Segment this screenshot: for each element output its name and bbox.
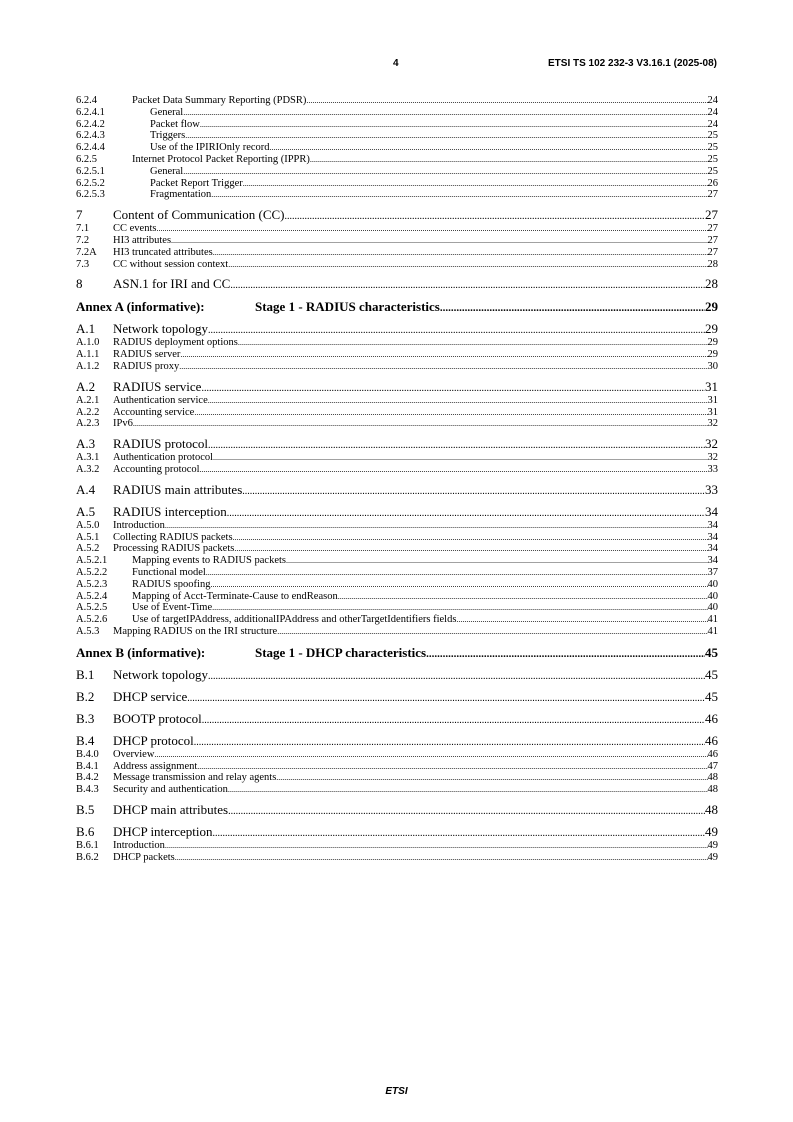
toc-entry-number: B.3	[76, 710, 95, 726]
toc-entry-page: 32	[705, 436, 718, 452]
toc-entry-number: A.5.0	[76, 519, 100, 531]
toc-entry-title: Use of the IPIRIOnly record	[150, 142, 270, 154]
toc-entry-title: Stage 1 - DHCP characteristics	[255, 644, 427, 660]
toc-entry-title: Processing RADIUS packets	[113, 543, 235, 555]
toc-entry[interactable]	[76, 602, 718, 614]
toc-entry-title: CC without session context	[113, 258, 229, 270]
toc-dot-leader	[200, 464, 708, 476]
toc-entry-page: 45	[705, 666, 718, 682]
toc-entry-title: Packet Data Summary Reporting (PDSR)	[132, 95, 307, 106]
toc-entry-number: B.4.2	[76, 772, 99, 784]
toc-dot-leader	[180, 349, 707, 361]
toc-entry-number: A.5.2	[76, 543, 100, 555]
toc-dot-leader	[187, 691, 705, 707]
toc-entry-page: 46	[705, 732, 718, 748]
toc-entry-number: 6.2.4.2	[76, 118, 105, 130]
toc-entry[interactable]	[76, 532, 718, 544]
toc-entry-page: 25	[707, 165, 718, 177]
toc-dot-leader	[234, 543, 707, 555]
toc-dot-leader	[456, 614, 707, 626]
toc-entry-title: IPv6	[113, 418, 133, 430]
toc-entry-title: Mapping RADIUS on the IRI structure	[113, 625, 278, 637]
toc-entry-title: Functional model	[132, 566, 206, 578]
toc-dot-leader	[208, 669, 705, 685]
toc-entry-title: DHCP packets	[113, 851, 175, 863]
toc-entry[interactable]	[76, 520, 718, 532]
toc-entry-page: 45	[705, 644, 718, 660]
toc-dot-leader	[426, 646, 705, 662]
toc-entry-page: 48	[707, 772, 718, 784]
toc-entry-title: RADIUS proxy	[113, 360, 180, 372]
toc-entry-number: A.5	[76, 503, 96, 519]
toc-entry-number: A.5.2.1	[76, 555, 108, 567]
toc-entry-number: B.6	[76, 823, 95, 839]
toc-entry-title: RADIUS deployment options	[113, 337, 238, 349]
toc-entry-title: Use of Event-Time	[132, 602, 213, 614]
table-of-contents	[76, 95, 718, 863]
toc-entry-page: 40	[707, 578, 718, 590]
toc-entry-page: 34	[707, 543, 718, 555]
toc-entry-title: Mapping of Acct-Terminate-Cause to endReason	[132, 590, 338, 602]
toc-entry[interactable]	[76, 733, 718, 749]
toc-entry-title: CC events	[113, 223, 157, 235]
toc-entry-page: 32	[707, 418, 718, 430]
toc-entry-title: Security and authentication	[113, 784, 228, 796]
toc-dot-leader	[183, 107, 707, 119]
toc-dot-leader	[233, 532, 708, 544]
toc-entry-title: General	[150, 106, 184, 118]
toc-entry-number: 6.2.4.4	[76, 142, 105, 154]
toc-entry-title: Collecting RADIUS packets	[113, 531, 233, 543]
toc-entry[interactable]	[76, 579, 718, 591]
toc-entry-number: A.5.3	[76, 625, 100, 637]
toc-entry-page: 49	[707, 851, 718, 863]
toc-entry[interactable]	[76, 379, 718, 395]
toc-entry-title: DHCP main attributes	[113, 801, 229, 817]
toc-entry-page: 25	[707, 130, 718, 142]
toc-entry-page: 33	[707, 463, 718, 475]
toc-dot-leader	[440, 300, 705, 316]
toc-dot-leader	[213, 452, 707, 464]
toc-entry-number: B.4.1	[76, 760, 99, 772]
toc-entry-title: Content of Communication (CC)	[113, 207, 285, 223]
toc-dot-leader	[286, 555, 708, 567]
toc-entry-page: 27	[705, 207, 718, 223]
toc-dot-leader	[238, 337, 708, 349]
toc-entry-page: 41	[707, 614, 718, 626]
toc-dot-leader	[230, 278, 705, 294]
toc-entry-page: 27	[707, 234, 718, 246]
toc-entry-number: B.1	[76, 666, 95, 682]
toc-entry[interactable]	[76, 321, 718, 337]
toc-dot-leader	[306, 95, 707, 107]
toc-entry[interactable]	[76, 349, 718, 361]
toc-entry-page: 24	[707, 95, 718, 106]
toc-entry-title: Accounting service	[113, 406, 195, 418]
toc-dot-leader	[154, 749, 707, 761]
toc-entry[interactable]	[76, 119, 718, 131]
toc-entry-number: A.1.0	[76, 337, 100, 349]
toc-entry-number: A.5.2.4	[76, 590, 108, 602]
toc-entry[interactable]	[76, 802, 718, 818]
toc-entry-page: 28	[707, 258, 718, 270]
toc-dot-leader	[212, 602, 707, 614]
footer-org: ETSI	[385, 1086, 408, 1097]
toc-entry-page: 47	[707, 760, 718, 772]
toc-entry-page: 31	[707, 406, 718, 418]
toc-entry-number: 7.2	[76, 234, 90, 246]
toc-entry-number: 6.2.5.3	[76, 189, 105, 201]
toc-entry-page: 37	[707, 566, 718, 578]
toc-entry-number: A.2.2	[76, 406, 100, 418]
toc-entry-title: Introduction	[113, 519, 165, 531]
toc-dot-leader	[194, 407, 707, 419]
toc-entry-title: Overview	[113, 748, 155, 760]
toc-entry-title: Packet Report Trigger	[150, 177, 243, 189]
toc-annex-entry[interactable]	[76, 299, 718, 315]
toc-entry-page: 33	[705, 481, 718, 497]
toc-entry-number: A.1.2	[76, 360, 100, 372]
toc-entry[interactable]	[76, 189, 718, 201]
toc-entry[interactable]	[76, 749, 718, 761]
toc-entry-number: B.6.2	[76, 851, 99, 863]
toc-entry-number: 7	[76, 207, 83, 223]
toc-entry-title: Message transmission and relay agents	[113, 772, 277, 784]
toc-entry-number: A.3.2	[76, 463, 100, 475]
toc-entry-page: 29	[705, 321, 718, 337]
toc-entry-title: Network topology	[113, 666, 208, 682]
toc-entry-number: B.5	[76, 801, 95, 817]
toc-entry-number: 6.2.5.2	[76, 177, 105, 189]
toc-entry-title: Fragmentation	[150, 189, 212, 201]
toc-entry-title: Mapping events to RADIUS packets	[132, 555, 286, 567]
toc-entry-number: A.5.2.6	[76, 614, 108, 626]
toc-dot-leader	[156, 223, 707, 235]
toc-dot-leader	[202, 713, 705, 729]
toc-dot-leader	[276, 772, 707, 784]
toc-entry-number: A.5.2.3	[76, 578, 108, 590]
toc-entry-number: 7.2A	[76, 246, 97, 258]
toc-entry-title: ASN.1 for IRI and CC	[113, 276, 231, 292]
toc-entry-page: 24	[707, 118, 718, 130]
toc-entry-page: 34	[707, 555, 718, 567]
toc-entry-page: 49	[705, 823, 718, 839]
toc-entry[interactable]	[76, 464, 718, 476]
toc-dot-leader	[211, 189, 707, 201]
toc-entry-number: A.5.2.5	[76, 602, 108, 614]
toc-entry-title: Internet Protocol Packet Reporting (IPPR)	[132, 153, 310, 165]
toc-entry-page: 30	[707, 360, 718, 372]
toc-entry[interactable]	[76, 207, 718, 223]
toc-entry-page: 25	[707, 153, 718, 165]
toc-entry[interactable]	[76, 337, 718, 349]
toc-entry[interactable]	[76, 418, 718, 430]
toc-dot-leader	[338, 591, 708, 603]
toc-entry-page: 24	[707, 106, 718, 118]
toc-dot-leader	[183, 166, 707, 178]
toc-entry[interactable]	[76, 361, 718, 373]
toc-entry-title: Authentication service	[113, 394, 208, 406]
document-reference: ETSI TS 102 232-3 V3.16.1 (2025-08)	[548, 58, 717, 69]
page-number: 4	[393, 58, 399, 69]
toc-entry-page: 27	[707, 246, 718, 258]
toc-entry-number: B.4	[76, 732, 95, 748]
toc-entry-number: 6.2.5	[76, 153, 97, 165]
toc-entry-title: Packet flow	[150, 118, 200, 130]
toc-dot-leader	[228, 259, 707, 271]
toc-entry[interactable]	[76, 247, 718, 259]
toc-entry-page: 40	[707, 590, 718, 602]
toc-entry-number: A.1	[76, 321, 96, 337]
toc-entry-number: B.4.3	[76, 784, 99, 796]
toc-entry-page: 40	[707, 602, 718, 614]
toc-entry[interactable]	[76, 95, 718, 107]
toc-dot-leader	[213, 247, 708, 259]
toc-dot-leader	[243, 178, 708, 190]
toc-entry-title: Stage 1 - RADIUS characteristics	[255, 299, 440, 315]
toc-entry-title: BOOTP protocol	[113, 710, 202, 726]
toc-entry-number: Annex A (informative):	[76, 299, 205, 315]
toc-entry[interactable]	[76, 840, 718, 852]
toc-dot-leader	[228, 804, 705, 820]
toc-dot-leader	[270, 142, 708, 154]
toc-entry[interactable]	[76, 772, 718, 784]
toc-entry-title: Introduction	[113, 839, 165, 851]
toc-entry-title: Use of targetIPAddress, additionalIPAddress and otherTargetIdentifiers fields	[132, 614, 457, 626]
toc-entry-title: RADIUS protocol	[113, 436, 208, 452]
toc-entry-number: B.6.1	[76, 839, 99, 851]
toc-entry-title: Triggers	[150, 130, 186, 142]
toc-entry-title: RADIUS service	[113, 378, 202, 394]
toc-entry[interactable]	[76, 130, 718, 142]
toc-entry-number: B.4.0	[76, 748, 99, 760]
toc-entry-number: 6.2.5.1	[76, 165, 105, 177]
toc-entry-number: 7.1	[76, 223, 90, 235]
toc-annex-entry[interactable]	[76, 645, 718, 661]
toc-entry-title: Address assignment	[113, 760, 198, 772]
toc-entry-page: 48	[707, 784, 718, 796]
toc-entry-number: A.4	[76, 481, 96, 497]
toc-entry-title: Authentication protocol	[113, 452, 214, 464]
toc-entry-number: 8	[76, 276, 83, 292]
toc-entry-number: B.2	[76, 688, 95, 704]
toc-entry-number: 6.2.4	[76, 95, 97, 106]
toc-entry-page: 29	[707, 349, 718, 361]
toc-entry-number: A.3	[76, 436, 96, 452]
toc-entry-title: DHCP protocol	[113, 732, 194, 748]
toc-entry-title: RADIUS main attributes	[113, 481, 243, 497]
toc-entry-title: Network topology	[113, 321, 208, 337]
toc-entry-page: 34	[707, 519, 718, 531]
toc-dot-leader	[171, 235, 707, 247]
toc-entry-page: 26	[707, 177, 718, 189]
toc-dot-leader	[200, 119, 708, 131]
toc-entry-page: 32	[707, 452, 718, 464]
toc-entry-number: 6.2.4.1	[76, 106, 105, 118]
toc-entry[interactable]	[76, 504, 718, 520]
toc-entry-number: A.2	[76, 378, 96, 394]
toc-entry-title: DHCP service	[113, 688, 188, 704]
toc-entry-page: 49	[707, 839, 718, 851]
toc-entry-page: 31	[705, 378, 718, 394]
toc-entry-number: A.5.1	[76, 531, 100, 543]
toc-entry-page: 31	[707, 394, 718, 406]
toc-entry-page: 46	[707, 748, 718, 760]
toc-entry-title: RADIUS spoofing	[132, 578, 211, 590]
toc-entry[interactable]	[76, 276, 718, 292]
toc-entry[interactable]	[76, 107, 718, 119]
toc-entry-page: 29	[705, 299, 718, 315]
toc-entry-title: General	[150, 165, 184, 177]
toc-dot-leader	[175, 852, 708, 864]
toc-dot-leader	[208, 395, 708, 407]
toc-entry-title: DHCP interception	[113, 823, 213, 839]
toc-entry[interactable]	[76, 235, 718, 247]
toc-entry-number: A.1.1	[76, 349, 100, 361]
toc-dot-leader	[210, 579, 707, 591]
toc-entry[interactable]	[76, 154, 718, 166]
toc-entry[interactable]	[76, 591, 718, 603]
toc-entry-number: A.2.3	[76, 418, 100, 430]
toc-entry-number: Annex B (informative):	[76, 644, 206, 660]
toc-entry[interactable]	[76, 259, 718, 271]
toc-dot-leader	[165, 520, 708, 532]
toc-entry[interactable]	[76, 824, 718, 840]
toc-entry[interactable]	[76, 784, 718, 796]
toc-entry[interactable]	[76, 223, 718, 235]
toc-entry[interactable]	[76, 436, 718, 452]
toc-entry-number: A.3.1	[76, 452, 100, 464]
toc-entry[interactable]	[76, 166, 718, 178]
toc-entry[interactable]	[76, 407, 718, 419]
toc-entry-page: 25	[707, 142, 718, 154]
toc-entry[interactable]	[76, 452, 718, 464]
toc-dot-leader	[133, 418, 708, 430]
toc-dot-leader	[165, 840, 708, 852]
toc-entry[interactable]	[76, 626, 718, 638]
toc-entry[interactable]	[76, 689, 718, 705]
toc-entry-number: A.2.1	[76, 394, 100, 406]
toc-dot-leader	[310, 154, 708, 166]
toc-entry-page: 46	[705, 710, 718, 726]
toc-entry[interactable]	[76, 395, 718, 407]
toc-entry-page: 48	[705, 801, 718, 817]
toc-dot-leader	[179, 361, 707, 373]
toc-entry-page: 27	[707, 189, 718, 201]
toc-entry[interactable]	[76, 543, 718, 555]
toc-entry-title: RADIUS server	[113, 349, 181, 361]
toc-dot-leader	[228, 784, 708, 796]
toc-entry-number: 6.2.4.3	[76, 130, 105, 142]
toc-dot-leader	[185, 130, 707, 142]
toc-entry[interactable]	[76, 711, 718, 727]
toc-entry[interactable]	[76, 178, 718, 190]
toc-entry-title: RADIUS interception	[113, 503, 227, 519]
toc-entry-page: 27	[707, 223, 718, 235]
toc-entry-page: 41	[707, 625, 718, 637]
toc-entry-number: A.5.2.2	[76, 566, 108, 578]
toc-entry[interactable]	[76, 567, 718, 579]
toc-entry[interactable]	[76, 142, 718, 154]
toc-entry-page: 29	[707, 337, 718, 349]
toc-entry[interactable]	[76, 761, 718, 773]
toc-entry[interactable]	[76, 614, 718, 626]
toc-entry-page: 28	[705, 276, 718, 292]
toc-dot-leader	[197, 761, 707, 773]
toc-dot-leader	[277, 626, 707, 638]
toc-entry[interactable]	[76, 555, 718, 567]
toc-entry-title: Accounting protocol	[113, 463, 200, 475]
toc-entry[interactable]	[76, 852, 718, 864]
toc-entry-page: 34	[707, 531, 718, 543]
toc-entry-page: 45	[705, 688, 718, 704]
toc-entry-title: HI3 truncated attributes	[113, 246, 213, 258]
toc-entry[interactable]	[76, 482, 718, 498]
toc-entry-title: HI3 attributes	[113, 234, 172, 246]
toc-dot-leader	[242, 484, 705, 500]
toc-dot-leader	[206, 567, 708, 579]
toc-entry-number: 7.3	[76, 258, 90, 270]
toc-entry-page: 34	[705, 503, 718, 519]
toc-entry[interactable]	[76, 667, 718, 683]
